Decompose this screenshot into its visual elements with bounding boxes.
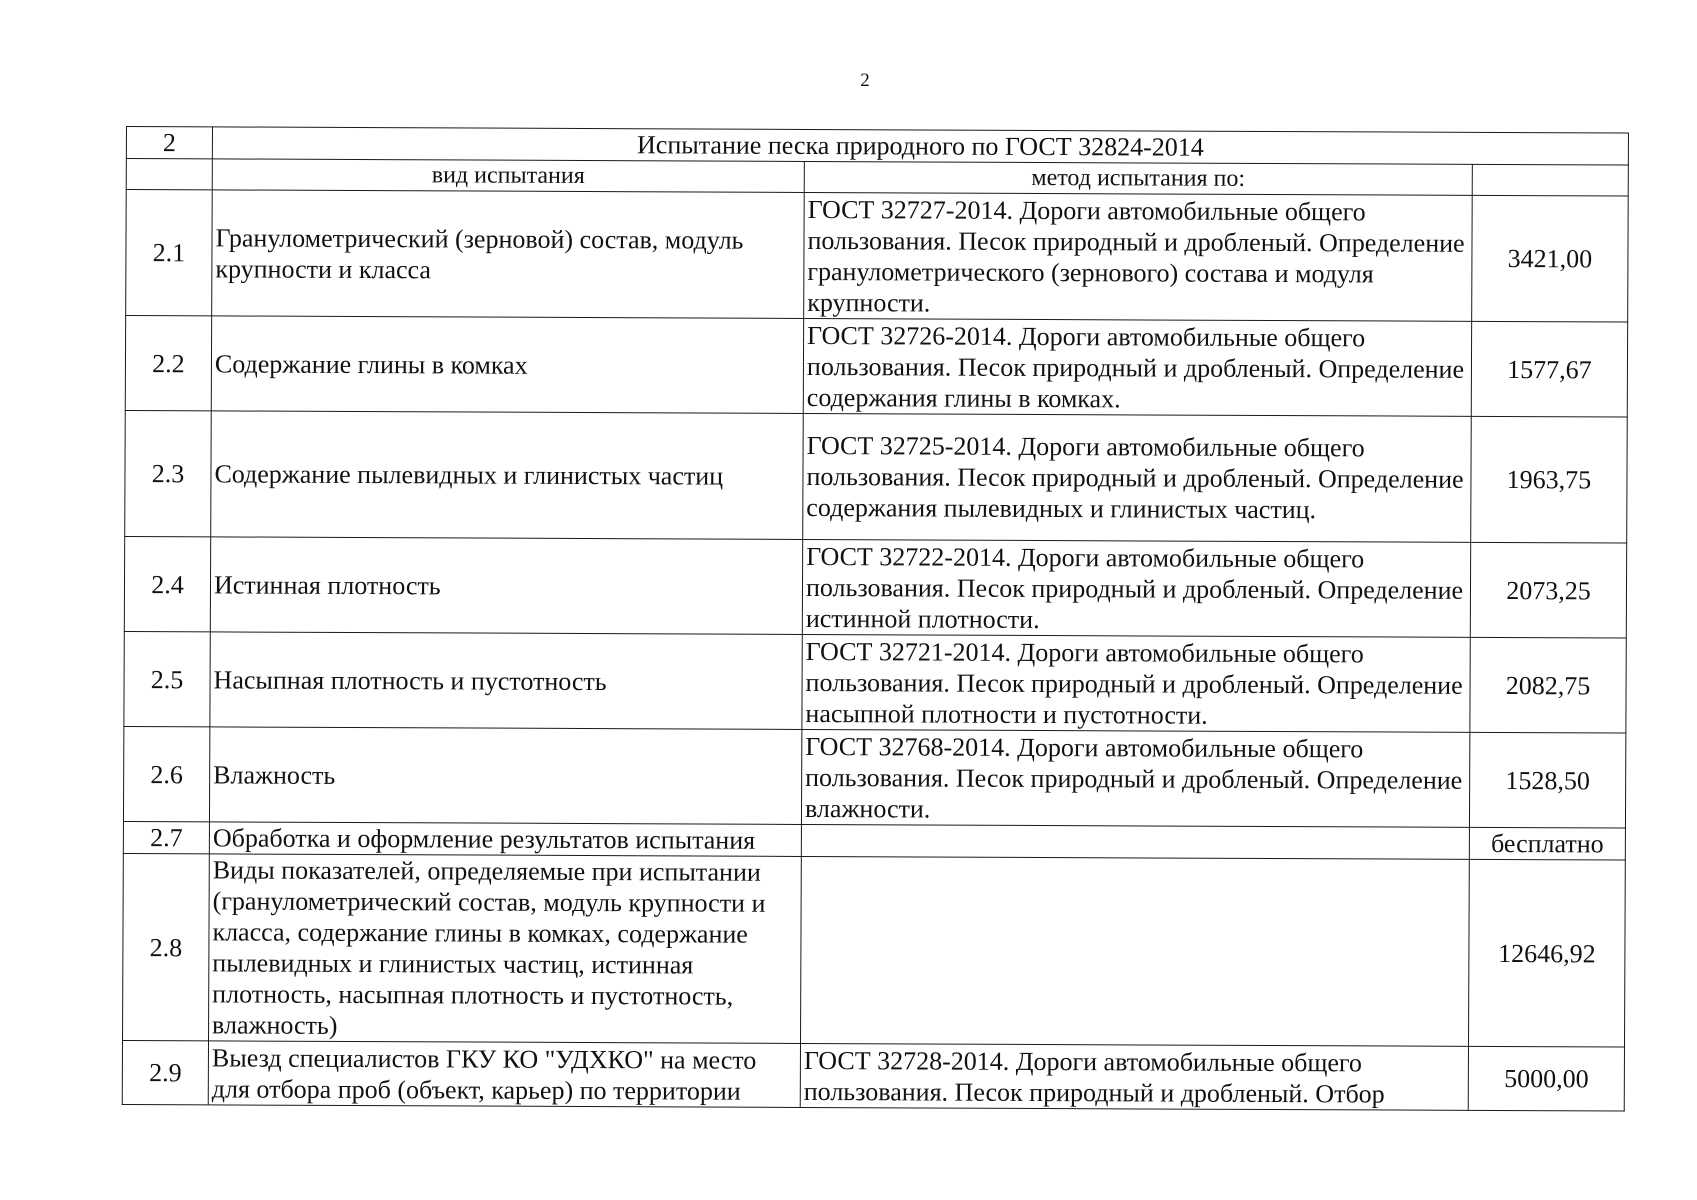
row-price: 5000,00 bbox=[1468, 1046, 1624, 1111]
table-row bbox=[122, 1040, 1624, 1111]
row-price: 1528,50 bbox=[1469, 732, 1625, 828]
row-price: 2082,75 bbox=[1470, 637, 1626, 733]
row-number: 2.6 bbox=[123, 726, 209, 821]
row-number: 2.4 bbox=[124, 536, 210, 631]
header-test-type: вид испытания bbox=[212, 159, 804, 193]
price-table-container bbox=[122, 126, 1629, 1112]
row-test: Обработка и оформление результатов испытания bbox=[209, 822, 801, 857]
row-price: бесплатно bbox=[1469, 827, 1625, 860]
row-test: Влажность bbox=[209, 727, 801, 825]
row-test: Выезд специалистов ГКУ КО "УДХКО" на место для отбора проб (объект, карьер) по территории bbox=[208, 1041, 800, 1108]
table-row bbox=[123, 726, 1625, 828]
table-row bbox=[125, 410, 1628, 543]
row-number: 2.7 bbox=[123, 821, 209, 853]
row-price: 3421,00 bbox=[1472, 195, 1629, 322]
page-number: 2 bbox=[860, 70, 870, 91]
row-method: ГОСТ 32727-2014. Дороги автомобильные общего пользования. Песок природный и дробленый. Определение гранулометрического (зернового) состава и модуля крупности. bbox=[804, 192, 1473, 321]
row-method: ГОСТ 32725-2014. Дороги автомобильные общего пользования. Песок природный и дробленый. Определение содержания пылевидных и глинистых частиц. bbox=[803, 413, 1472, 542]
table-row bbox=[124, 536, 1626, 638]
table-row bbox=[126, 190, 1629, 323]
row-price: 12646,92 bbox=[1468, 859, 1625, 1047]
row-method: ГОСТ 32768-2014. Дороги автомобильные общего пользования. Песок природный и дробленый. Определение влажности. bbox=[801, 729, 1469, 827]
row-test: Гранулометрический (зерновой) состав, модуль крупности и класса bbox=[212, 190, 805, 319]
row-test: Содержание пылевидных и глинистых частиц bbox=[211, 411, 804, 540]
row-number: 2.3 bbox=[125, 410, 212, 536]
section-title: Испытание песка природного по ГОСТ 32824-2014 bbox=[212, 127, 1628, 165]
row-price: 1577,67 bbox=[1471, 321, 1627, 417]
row-test: Виды показателей, определяемые при испытании (гранулометрический состав, модуль крупности и класса, содержание глины в комках, содержание пылевидных и глинистых частиц, истинная плотность, насыпная плотность и пустотность, влажность) bbox=[209, 854, 802, 1044]
row-method: ГОСТ 32722-2014. Дороги автомобильные общего пользования. Песок природный и дробленый. Определение истинной плотности. bbox=[802, 539, 1470, 637]
row-number: 2.9 bbox=[122, 1040, 208, 1104]
row-price: 2073,25 bbox=[1470, 542, 1626, 638]
row-price: 1963,75 bbox=[1471, 416, 1628, 543]
header-empty-price bbox=[1472, 164, 1628, 196]
row-number: 2.5 bbox=[124, 631, 210, 726]
row-test: Содержание глины в комках bbox=[211, 316, 803, 414]
row-method bbox=[801, 856, 1470, 1046]
header-empty-num bbox=[126, 159, 212, 190]
row-method: ГОСТ 32721-2014. Дороги автомобильные общего пользования. Песок природный и дробленый. Определение насыпной плотности и пустотности. bbox=[802, 634, 1470, 732]
row-number: 2.2 bbox=[125, 316, 211, 411]
table-row bbox=[123, 853, 1626, 1047]
row-test: Истинная плотность bbox=[210, 537, 802, 635]
table-row bbox=[124, 631, 1626, 733]
row-method: ГОСТ 32728-2014. Дороги автомобильные общего пользования. Песок природный и дробленый. Отбор bbox=[800, 1043, 1468, 1110]
row-test: Насыпная плотность и пустотность bbox=[210, 632, 802, 730]
row-method bbox=[801, 824, 1469, 859]
row-number: 2.1 bbox=[126, 190, 213, 316]
price-table bbox=[122, 126, 1629, 1112]
row-method: ГОСТ 32726-2014. Дороги автомобильные общего пользования. Песок природный и дробленый. Определение содержания глины в комках. bbox=[803, 318, 1471, 416]
row-number: 2.8 bbox=[123, 853, 210, 1040]
table-row bbox=[125, 316, 1627, 418]
section-number: 2 bbox=[126, 127, 212, 159]
header-method: метод испытания по: bbox=[804, 161, 1472, 195]
